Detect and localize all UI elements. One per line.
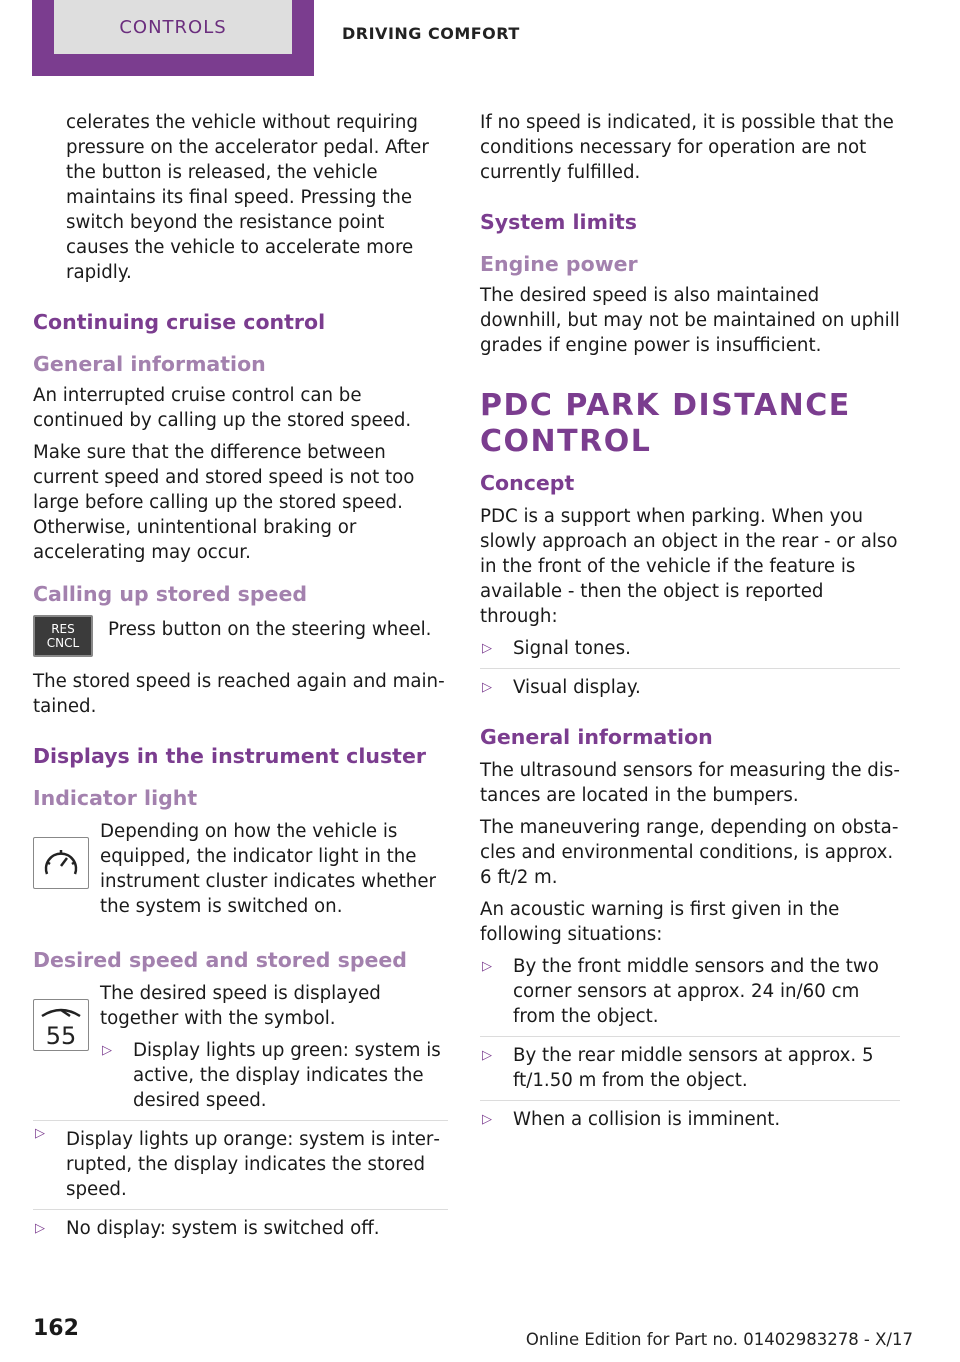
paragraph: PDC is a support when parking. When you slowly approach an object in the rear - or also in the front of the vehicle if the feature is available - then the object is reported through:	[480, 506, 898, 627]
intro-paragraph: celerates the vehicle without requiring pressure on the accelerator pedal. After the button is released, the vehicle maintains its final speed. Pressing the switch beyond the resistance point causes the vehicle to accelerate more rapidly.	[66, 112, 429, 283]
paragraph: Press button on the steering wheel.	[108, 619, 432, 640]
paragraph: The desired speed is displayed together with the symbol.	[100, 983, 381, 1029]
list-item: ▷ No display: system is switched off.	[33, 1209, 448, 1241]
heading-engine-power: Engine power	[480, 252, 638, 276]
heading-general-information: General information	[33, 352, 266, 376]
tab-controls-label: CONTROLS	[54, 0, 292, 54]
left-column	[33, 110, 448, 1248]
paragraph: An acoustic warning is first given in the following situations:	[480, 899, 840, 945]
paragraph: Depending on how the vehicle is equipped, the indicator light in the instrument cluster indicates whether the system is switched on.	[100, 821, 436, 917]
concept-list	[480, 636, 900, 700]
page-number: 162	[33, 1316, 79, 1341]
right-column	[480, 110, 900, 1139]
speed-symbol-icon	[33, 999, 89, 1051]
desired-speed-bullets	[33, 1038, 448, 1113]
list-item: ▷ Display lights up green: system is active, the display indicates the desired speed.	[100, 1038, 448, 1113]
heading-displays-instrument-cluster: Displays in the instrument cluster	[33, 744, 426, 768]
heading-general-information: General information	[480, 725, 713, 749]
cncl-label: CNCL	[46, 636, 80, 650]
list-item: ▷ When a collision is imminent.	[480, 1100, 900, 1132]
heading-pdc: PDC PARK DISTANCE CONTROL	[480, 388, 851, 459]
list-item: ▷ By the rear middle sensors at approx. 5 ft/1.50 m from the object.	[480, 1036, 900, 1093]
header-tabs	[0, 0, 960, 76]
list-item: ▷ Display lights up orange: system is interrupted, the display indicates the stored speed.	[33, 1120, 448, 1202]
desired-speed-row	[33, 981, 448, 1113]
indicator-row	[33, 819, 448, 919]
display-state-bullets	[33, 1120, 448, 1241]
paragraph: An interrupted cruise control can be continued by calling up the stored speed.	[33, 385, 412, 431]
heading-desired-stored-speed: Desired speed and stored speed	[33, 948, 407, 972]
res-cncl-button-icon	[33, 615, 93, 657]
edition-note: Online Edition for Part no. 01402983278 - X/17	[525, 1330, 913, 1349]
tab-controls[interactable]	[32, 0, 314, 76]
speed-symbol-value: 55	[45, 1022, 77, 1050]
heading-continuing-cruise-control: Continuing cruise control	[33, 310, 326, 334]
heading-indicator-light: Indicator light	[33, 786, 198, 810]
list-item: ▷ By the front middle sensors and the two corner sensors at approx. 24 in/60 cm from the object.	[480, 954, 900, 1029]
list-item: ▷ Visual display.	[480, 668, 900, 700]
res-label: RES	[51, 622, 75, 636]
paragraph: The stored speed is reached again and maintained.	[33, 671, 445, 717]
paragraph: If no speed is indicated, it is possible that the conditions necessary for operation are not currently fulfilled.	[480, 112, 894, 183]
res-button-row	[33, 613, 448, 657]
cruise-control-indicator-icon	[33, 837, 89, 889]
list-item: ▷ Signal tones.	[480, 636, 900, 661]
paragraph: The desired speed is also maintained downhill, but may not be maintained on uphill grades if engine power is insufficient.	[480, 285, 900, 356]
heading-calling-up-stored-speed: Calling up stored speed	[33, 582, 308, 606]
heading-system-limits: System limits	[480, 210, 637, 234]
paragraph: The maneuvering range, depending on obstacles and environmental conditions, is approx. 6 ft/2 m.	[480, 817, 899, 888]
tab-driving-comfort[interactable]: DRIVING COMFORT	[342, 24, 520, 43]
heading-concept: Concept	[480, 471, 575, 495]
paragraph: The ultrasound sensors for measuring the distances are located in the bumpers.	[480, 760, 900, 806]
warning-list	[480, 954, 900, 1132]
paragraph: Make sure that the difference between current speed and stored speed is not too large before calling up the stored speed. Otherwise, unintentional braking or accelerating may occur.	[33, 442, 415, 563]
